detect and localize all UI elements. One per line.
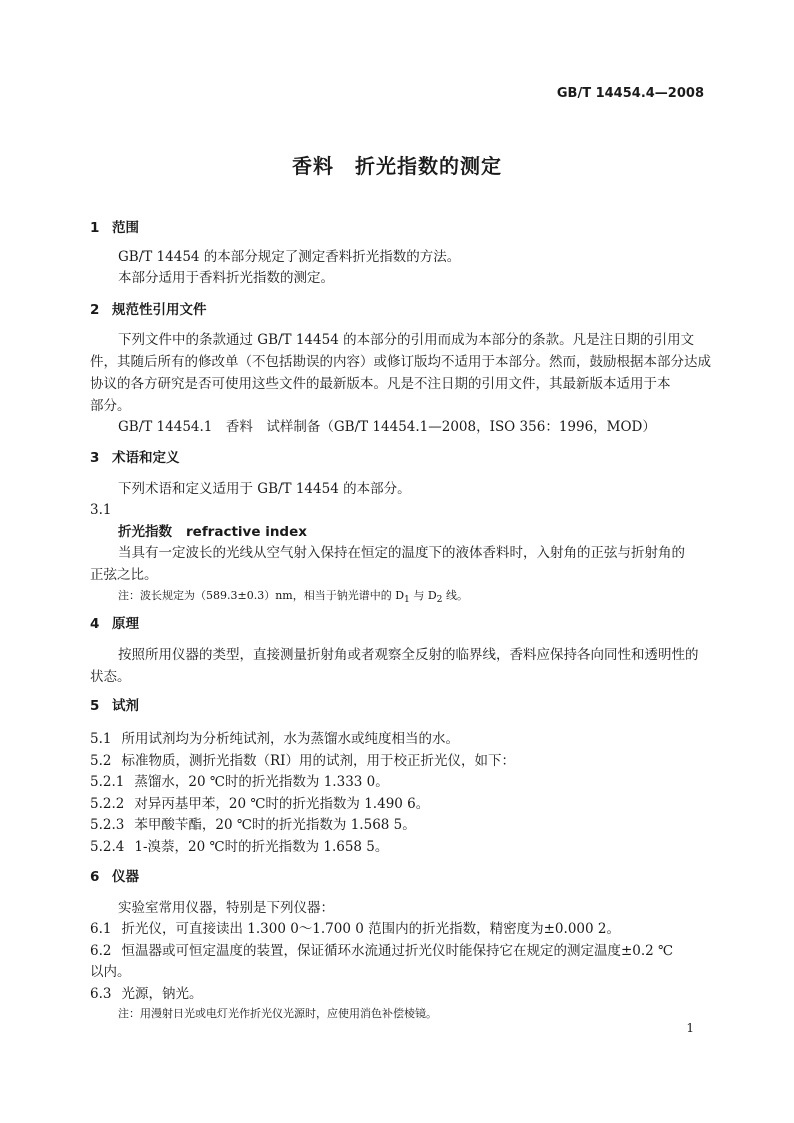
item-text: 所用试剂均为分析纯试剂，水为蒸馏水或纯度相当的水。 (121, 731, 459, 747)
section-6-heading (90, 868, 139, 886)
standard-code: GB/T 14454.4—2008 (556, 86, 704, 101)
section-1-heading (90, 219, 139, 237)
item-5-1 (90, 730, 459, 748)
note-text: 注：波长规定为（589.3±0.3）nm，相当于钠光谱中的 D (118, 589, 405, 602)
item-number: 5.2.1 (90, 774, 125, 790)
term-chinese: 折光指数 (118, 524, 172, 540)
section-number: 1 (90, 220, 100, 236)
item-5-2 (90, 752, 515, 770)
item-6-2 (90, 942, 673, 960)
document-title: 香料 折光指数的测定 (292, 154, 502, 178)
item-6-1 (90, 920, 620, 938)
section-5-heading (90, 697, 139, 715)
section-title: 仪器 (112, 869, 139, 885)
item-text: 光源，钠光。 (121, 986, 203, 1002)
note-subscript-1: 1 (404, 594, 410, 606)
item-number: 6.3 (90, 986, 112, 1002)
section-1-paragraph-2: 本部分适用于香料折光指数的测定。 (118, 270, 334, 286)
item-number: 5.2.2 (90, 796, 125, 812)
section-6-note: 注：用漫射日光或电灯光作折光仪光源时，应使用消色补偿棱镜。 (118, 1007, 437, 1020)
item-number: 6.2 (90, 943, 112, 959)
section-6-paragraph-1: 实验室常用仪器，特别是下列仪器： (118, 900, 334, 916)
item-6-2-continuation: 以内。 (90, 964, 131, 980)
section-4-paragraph-line-2: 状态。 (90, 669, 131, 685)
section-title: 术语和定义 (112, 450, 180, 466)
item-text: 恒温器或可恒定温度的装置，保证循环水流通过折光仪时能保持它在规定的测定温度±0.2 ℃ (121, 943, 674, 959)
note-text: 线。 (442, 589, 468, 602)
section-2-paragraph-line-2: 件，其随后所有的修改单（不包括勘误的内容）或修订版均不适用于本部分。然而，鼓励根据本部分达成 (90, 354, 711, 370)
definition-line-1: 当具有一定波长的光线从空气射入保持在恒定的温度下的液体香料时，入射角的正弦与折射角的 (118, 545, 685, 561)
item-number: 5.2.4 (90, 839, 125, 855)
subclause-3-1-number: 3.1 (90, 502, 112, 518)
section-2-paragraph-line-3: 协议的各方研究是否可使用这些文件的最新版本。凡是不注日期的引用文件，其最新版本适用于本 (90, 376, 671, 392)
term-entry (118, 523, 307, 541)
item-5-2-2 (90, 795, 429, 813)
section-title: 规范性引用文件 (112, 302, 207, 318)
item-text: 对异丙基甲苯，20 ℃时的折光指数为 1.490 6。 (134, 796, 430, 812)
section-title: 试剂 (112, 698, 139, 714)
item-number: 6.1 (90, 921, 112, 937)
section-title: 范围 (112, 220, 139, 236)
section-number: 6 (90, 869, 100, 885)
item-number: 5.1 (90, 731, 112, 747)
item-5-2-1 (90, 773, 389, 791)
section-4-heading (90, 615, 139, 633)
section-number: 3 (90, 450, 100, 466)
section-3-paragraph-1: 下列术语和定义适用于 GB/T 14454 的本部分。 (118, 481, 411, 497)
item-number: 5.2 (90, 753, 112, 769)
definition-line-2: 正弦之比。 (90, 567, 158, 583)
section-number: 4 (90, 616, 100, 632)
section-number: 2 (90, 302, 100, 318)
item-5-2-3 (90, 816, 416, 834)
section-2-paragraph-line-1: 下列文件中的条款通过 GB/T 14454 的本部分的引用而成为本部分的条款。凡是注日期的引用文 (118, 332, 695, 348)
item-text: 蒸馏水，20 ℃时的折光指数为 1.333 0。 (134, 774, 389, 790)
section-1-paragraph-1: GB/T 14454 的本部分规定了测定香料折光指数的方法。 (118, 249, 461, 265)
section-title: 原理 (112, 616, 139, 632)
item-text: 苯甲酸苄酯，20 ℃时的折光指数为 1.568 5。 (134, 817, 416, 833)
note-subscript-2: 2 (436, 594, 443, 606)
item-5-2-4 (90, 838, 388, 856)
section-number: 5 (90, 698, 100, 714)
item-text: 折光仪，可直接读出 1.300 0～1.700 0 范围内的折光指数，精密度为±0.000 2。 (121, 921, 620, 937)
item-text: 1-溴萘，20 ℃时的折光指数为 1.658 5。 (134, 839, 389, 855)
section-2-heading (90, 301, 207, 319)
item-text: 标准物质，测折光指数（RI）用的试剂，用于校正折光仪，如下： (121, 753, 515, 769)
section-4-paragraph-line-1: 按照所用仪器的类型，直接测量折射角或者观察全反射的临界线，香料应保持各向同性和透明性的 (118, 647, 699, 663)
term-english: refractive index (186, 524, 307, 540)
note-text: 与 D (409, 589, 437, 602)
item-number: 5.2.3 (90, 817, 125, 833)
section-2-paragraph-line-4: 部分。 (90, 398, 131, 414)
normative-reference: GB/T 14454.1 香料 试样制备（GB/T 14454.1—2008，ISO 356：1996，MOD） (118, 419, 656, 435)
section-3-heading (90, 449, 180, 467)
definition-note (118, 587, 468, 609)
item-6-3 (90, 985, 202, 1003)
page-number: 1 (686, 1021, 694, 1035)
